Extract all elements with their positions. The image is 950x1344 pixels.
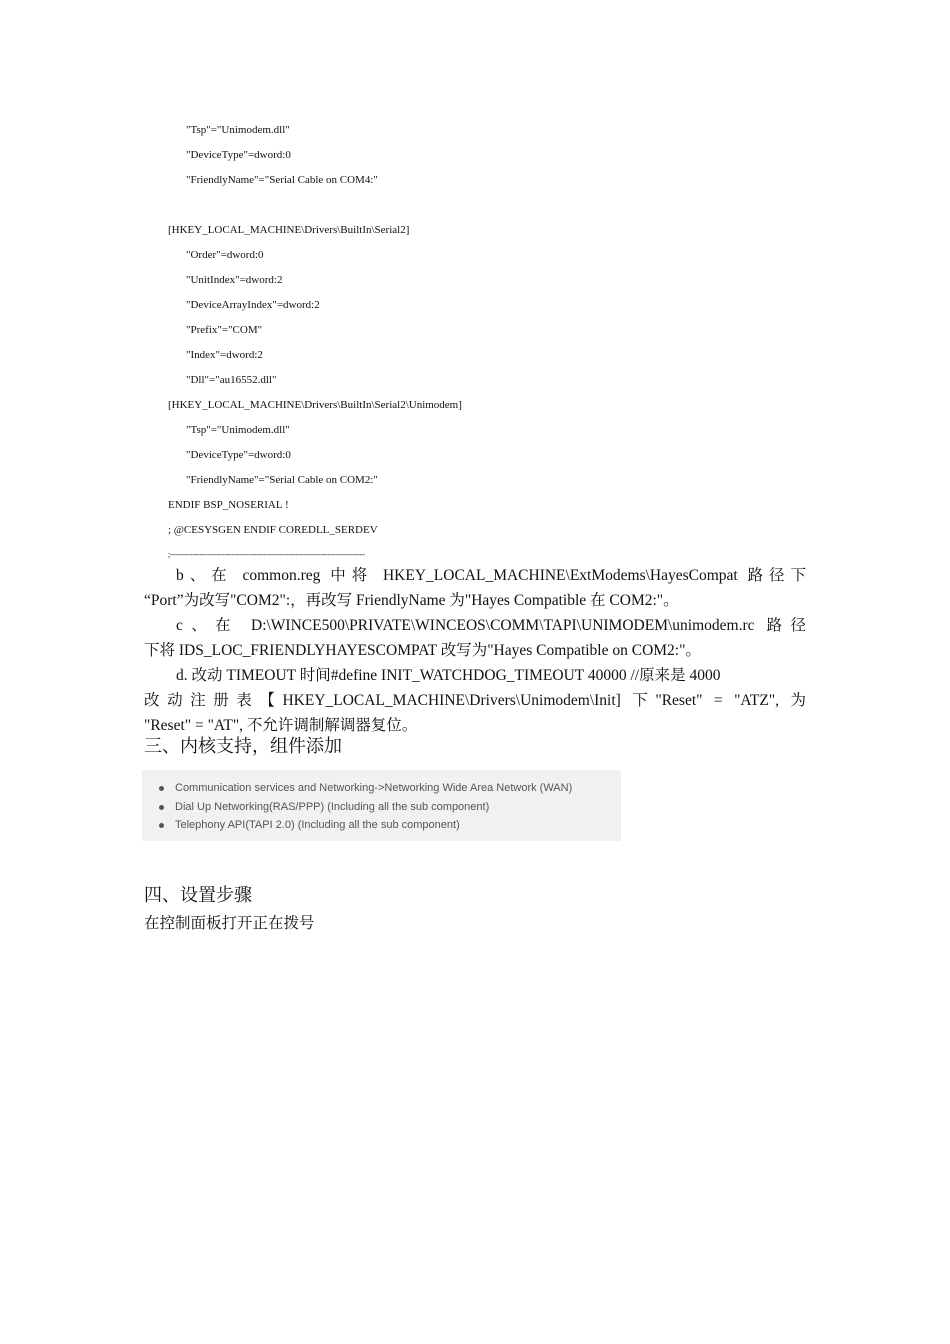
code-line: "Order"=dword:0: [186, 249, 264, 261]
bullet-icon: [159, 805, 164, 810]
code-line: "Dll"="au16552.dll": [186, 374, 277, 386]
step-c-line2: 下将 IDS_LOC_FRIENDLYHAYESCOMPAT 改写为"Hayes Compatible on COM2:"。: [144, 642, 701, 659]
code-line: [HKEY_LOCAL_MACHINE\Drivers\BuiltIn\Serial2\Unimodem]: [168, 399, 462, 411]
components-screenshot: [142, 770, 621, 841]
code-line: "UnitIndex"=dword:2: [186, 274, 283, 286]
list-item: [158, 779, 621, 798]
code-line: "DeviceArrayIndex"=dword:2: [186, 299, 320, 311]
component-label: Communication services and Networking->Networking Wide Area Network (WAN): [175, 782, 573, 794]
list-item: [158, 816, 621, 835]
code-line: ENDIF BSP_NOSERIAL !: [168, 499, 289, 511]
code-line: "Tsp"="Unimodem.dll": [186, 424, 290, 436]
component-label: Dial Up Networking(RAS/PPP) (Including all the sub component): [175, 800, 490, 813]
code-line: "DeviceType"=dword:0: [186, 149, 291, 161]
component-label: Telephony API(TAPI 2.0) (Including all the sub component): [175, 819, 460, 831]
bullet-icon: [159, 786, 164, 791]
bullet-icon: [159, 823, 164, 828]
code-divider-line: ;-------------------------------------------------------------------------------: [168, 550, 365, 559]
code-line: "Prefix"="COM": [186, 324, 263, 336]
step-d-line2: 改动注册表【HKEY_LOCAL_MACHINE\Drivers\Unimodem\Init] 下"Reset" = "ATZ", 为: [144, 692, 806, 709]
code-line: "FriendlyName"="Serial Cable on COM2:": [186, 474, 378, 486]
component-list: [142, 770, 621, 835]
section4-text: 在控制面板打开正在拨号: [144, 915, 315, 932]
section3-heading: 三、内核支持，组件添加: [144, 736, 342, 756]
step-b-line1: b、在 common.reg 中将 HKEY_LOCAL_MACHINE\ExtModems\HayesCompat 路径下: [176, 567, 806, 584]
section4-heading: 四、设置步骤: [144, 885, 252, 905]
step-c-line1: c、在 D:\WINCE500\PRIVATE\WINCEOS\COMM\TAPI\UNIMODEM\unimodem.rc 路径: [176, 617, 806, 634]
step-b-line2: “Port”为改写"COM2":，再改写 FriendlyName 为"Hayes Compatible 在 COM2:"。: [144, 592, 679, 609]
step-d-line1: d. 改动 TIMEOUT 时间#define INIT_WATCHDOG_TIMEOUT 40000 //原来是 4000: [176, 667, 721, 684]
code-line: "FriendlyName"="Serial Cable on COM4:": [186, 174, 378, 186]
code-line: "Tsp"="Unimodem.dll": [186, 124, 290, 136]
code-line: "Index"=dword:2: [186, 349, 263, 361]
code-line: ; @CESYSGEN ENDIF COREDLL_SERDEV: [168, 524, 378, 536]
code-line: "DeviceType"=dword:0: [186, 449, 291, 461]
step-d-line3: "Reset" = "AT", 不允许调制解调器复位。: [144, 717, 418, 734]
code-line: [HKEY_LOCAL_MACHINE\Drivers\BuiltIn\Serial2]: [168, 224, 410, 236]
list-item: [158, 798, 621, 817]
